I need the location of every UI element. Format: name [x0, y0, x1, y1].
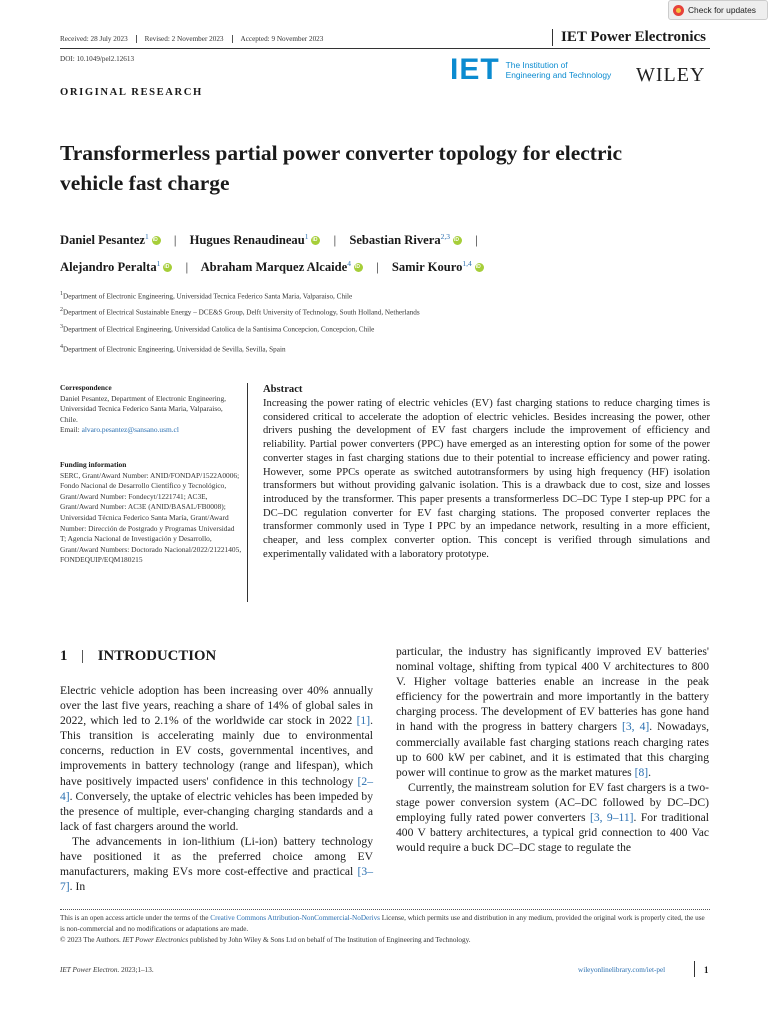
- orcid-icon[interactable]: [475, 263, 484, 272]
- check-updates-label: Check for updates: [688, 5, 756, 15]
- funding-text: SERC, Grant/Award Number: ANID/FONDAP/1522A0006; Fondo Nacional de Desarrollo Científico y Tecnológico, Grant/Award Number: Fondecyt/1221741; AC3E, Grant/Award Number: AC3E (ANID/BASAL/FB0008); Universidad Técnica Federico Santa María, Grant/Award Number: Dirección de Postgrado y Programas Universidad T; Agencia Nacional de Investigación y Desarrollo, Grant/Award Numbers: Doctorado Nacional/2022/21221405, FONDEQUIP/EQM180215: [60, 470, 242, 565]
- orcid-icon[interactable]: [152, 236, 161, 245]
- license-text: This is an open access article under the terms of the Creative Commons Attribution-NonCommercial-NoDerivs License, which permits use and distribution in any medium, provided the original work is properly cited, the use is non-commercial and no modifications or adaptations are made. © 2023 The Authors. IET Power Electronics published by John Wiley & Sons Ltd on behalf of The Institution of Engineering and Technology.: [60, 914, 705, 945]
- received-date: Received: 28 July 2023: [60, 35, 137, 43]
- author-sup: 1,4: [462, 259, 472, 269]
- intro-column-2: [396, 644, 709, 855]
- correspondence-heading: Correspondence: [60, 383, 112, 392]
- citation-link[interactable]: [3, 4]: [622, 720, 650, 734]
- author-separator: |: [475, 233, 478, 248]
- iet-line2: Engineering and Technology: [505, 70, 612, 80]
- author-sup: 1: [145, 232, 149, 241]
- accepted-date: Accepted: 9 November 2023: [240, 35, 324, 43]
- author-name[interactable]: Alejandro Peralta: [60, 260, 157, 275]
- author-sup: 2,3: [440, 232, 451, 241]
- section-label: ORIGINAL RESEARCH: [60, 87, 203, 98]
- email-link[interactable]: alvaro.pesantez@sansano.usm.cl: [81, 425, 179, 435]
- author-name[interactable]: Samir Kouro: [391, 260, 463, 275]
- citation-link[interactable]: [3–7]: [60, 865, 373, 894]
- citation-link[interactable]: [2–4]: [60, 774, 373, 803]
- footer-url[interactable]: wileyonlinelibrary.com/iet-pel: [578, 966, 666, 974]
- affiliation: $^3$Department of Electrical Engineering, Universidad Catolica de la Santisima Concepcion, Concepcion, Chile: [60, 324, 375, 334]
- citation-link[interactable]: [8]: [634, 765, 649, 779]
- author-separator: |: [185, 260, 189, 275]
- paragraph: particular, the industry has significantly improved EV batteries' nominal voltage, shifting from typical 400 V architectures to 800 V. Higher voltage batteries enable an increase in the peak efficiency for the powertrain and more importantly in the battery charging process. The development of EV batteries has gone hand in hand with the progress in battery chargers [3, 4]. Nowadays, commercially available fast charging stations reach charging rates up to 600 kW per cabinet, and it is estimated that this charging power will continue to grow as the market matures [8].: [396, 645, 709, 779]
- iet-line1: The Institution of: [505, 60, 568, 70]
- orcid-icon[interactable]: [453, 236, 462, 245]
- abstract-rule: [247, 383, 248, 602]
- author-sup: 1: [156, 259, 161, 269]
- author-name[interactable]: Hugues Renaudineau: [189, 233, 305, 248]
- check-for-updates-button[interactable]: [668, 0, 768, 20]
- title-line-1: Transformerless partial power converter topology for electric: [60, 141, 623, 165]
- author-name[interactable]: Sebastian Rivera: [349, 233, 441, 248]
- citation-link[interactable]: [3, 9–11]: [589, 811, 634, 825]
- license-link[interactable]: Creative Commons Attribution-NonCommercial-NoDerivs: [210, 914, 380, 922]
- section-heading: 1 | INTRODUCTION: [60, 648, 217, 664]
- footer-citation: IET Power Electron. 2023;1–13.: [60, 966, 154, 974]
- citation-link[interactable]: [1]: [356, 714, 371, 728]
- author-sup: 4: [347, 259, 351, 269]
- orcid-icon[interactable]: [163, 263, 172, 272]
- paragraph: The advancements in ion-lithium (Li-ion) battery technology have positioned it as the preferred choice among EV manufacturers, making EVs more cost-effective and practical [3–7]. In: [60, 834, 373, 894]
- paragraph: Currently, the mainstream solution for EV fast chargers is a two-stage power conversion system (AC–DC followed by DC–DC) employing fully rated power converters [3, 9–11]. For traditional 400 V battery architectures, a typical grid connection to 400 Vac would require a buck DC–DC stage to regulate the: [396, 780, 710, 855]
- check-updates-icon: [673, 5, 684, 16]
- orcid-icon[interactable]: [354, 263, 363, 272]
- email-label: Email:: [60, 425, 82, 435]
- correspondence-text: Daniel Pesantez, Department of Electronic Engineering, Universidad Tecnica Federico Santa Maria, Valparaiso, Chile.: [60, 393, 227, 424]
- license-rule: [60, 909, 710, 910]
- author-separator: |: [173, 233, 177, 248]
- wiley-logo: WILEY: [636, 64, 706, 86]
- iet-logo: [450, 53, 612, 86]
- paragraph: Electric vehicle adoption has been increasing over 40% annually over the last five years, reaching a share of 14% of global sales in 2022, which led to 2.1% of the worldwide car stock in 2022 [1]. This transition is accelerating mainly due to environmental concerns, reduction in EV costs, governmental incentives, and improvements in battery technology (range and lifespan), which have positively impacted users' confidence in this technology [2–4]. Conversely, the uptake of electric vehicles has been impeded by the presence of multiple, ever-changing charging standards and a lack of fast chargers around the world.: [60, 684, 373, 833]
- dates-bar: [60, 35, 331, 43]
- author-name[interactable]: Daniel Pesantez: [60, 233, 145, 248]
- journal-name: IET Power Electronics: [552, 29, 706, 46]
- abstract-text: Increasing the power rating of electric vehicles (EV) fast charging stations to reduce charging times is considered critical to accelerate the adoption of electric vehicles. Besides increasing the power, other drivers pushing the development of EV fast chargers include the improvement of efficiency and reliability. Partial power converters (PPC) have emerged as an interesting option for some of the power converter stages in fast charging stations due to their potential to increase efficiency and power rating. However, some PPCs operate as switched autotransformers by using high frequency (HF) isolation transformers but without providing galvanic isolation. This is a drawback due to cost, size and losses introduced by the transformer. This paper presents a transformerless DC–DC Type I step-up PPC for a DC–DC regulation converter for EV fast charging stations. The proposed converter replaces the transformer commonly used in Type I PPC by an impedance network, resulting in a more efficient, cheaper, and less complex converter option. This concept is verified through simulations and experimentally validated with a laboratory prototype.: [263, 398, 710, 560]
- title-line-2: vehicle fast charge: [60, 171, 230, 195]
- abstract-heading: Abstract: [263, 384, 303, 395]
- orcid-icon[interactable]: [311, 236, 320, 245]
- section-title: INTRODUCTION: [97, 648, 217, 664]
- affiliation: $^1$Department of Electronic Engineering, Universidad Tecnica Federico Santa Maria, Valparaiso, Chile: [60, 291, 353, 301]
- funding-heading: Funding information: [60, 460, 127, 469]
- author-name[interactable]: Abraham Marquez Alcaide: [200, 260, 348, 275]
- footer-divider: [694, 961, 695, 977]
- iet-logo-mark: IET: [450, 53, 500, 86]
- affiliation: $^2$Department of Electrical Sustainable Energy – DCE&S Group, Delft University of Technology, South Holland, Netherlands: [60, 307, 420, 317]
- header-rule: [60, 48, 710, 49]
- article-title: [60, 138, 622, 198]
- author-sup: 1: [304, 232, 309, 241]
- affiliation: $^4$Department of Electronic Engineering, Universidad de Sevilla, Sevilla, Spain: [60, 344, 286, 354]
- author-list: [60, 225, 488, 279]
- revised-date: Revised: 2 November 2023: [137, 35, 233, 43]
- author-separator: |: [376, 260, 379, 275]
- section-number: 1: [60, 648, 68, 664]
- abstract: [263, 383, 710, 561]
- doi: DOI: 10.1049/pel2.12613: [60, 55, 135, 63]
- correspondence-block: [60, 383, 240, 436]
- funding-block: [60, 460, 242, 566]
- intro-column-1: [60, 683, 373, 894]
- page-number: 1: [704, 965, 709, 975]
- author-separator: |: [333, 233, 337, 248]
